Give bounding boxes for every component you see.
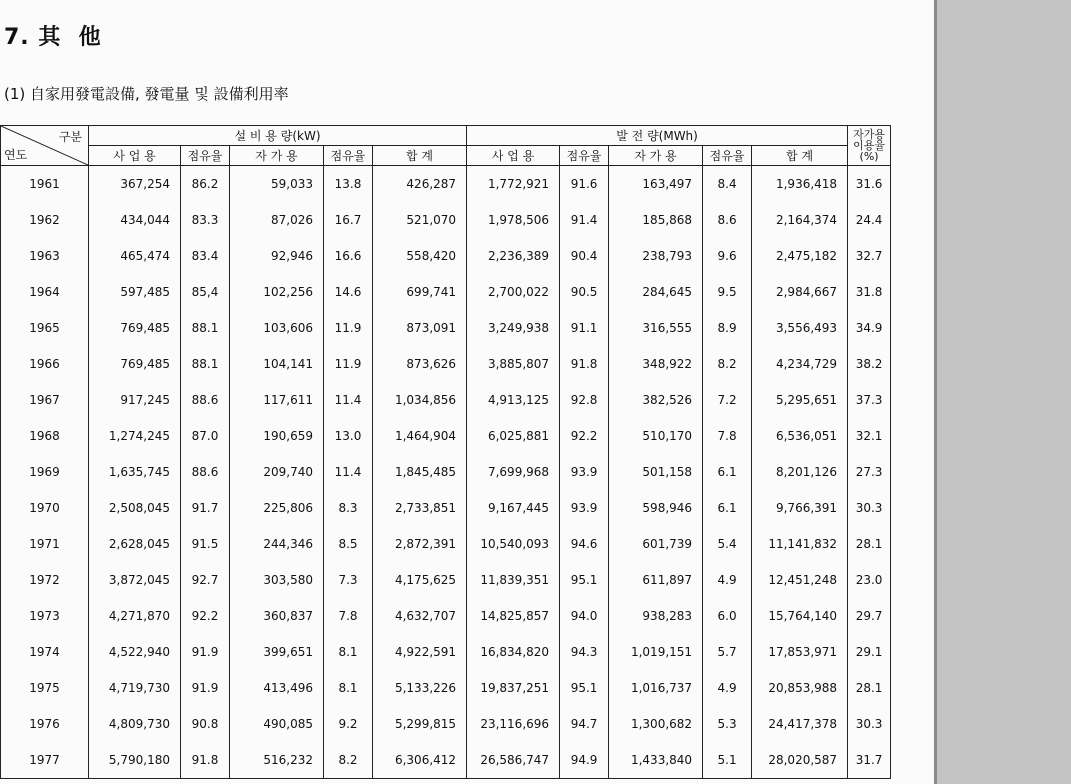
table-cell: 10,540,093 — [467, 526, 560, 562]
table-cell: 434,044 — [89, 202, 181, 238]
section-title: 7. 其 他 — [4, 25, 102, 50]
table-cell: 83.4 — [181, 238, 230, 274]
table-cell: 102,256 — [230, 274, 324, 310]
table-cell: 1,978,506 — [467, 202, 560, 238]
table-cell: 86.2 — [181, 166, 230, 203]
table-cell: 426,287 — [373, 166, 467, 203]
utilization-header — [848, 126, 891, 166]
year-cell: 1976 — [1, 706, 89, 742]
table-cell: 32.7 — [848, 238, 891, 274]
table-cell: 30.3 — [848, 490, 891, 526]
table-cell: 87.0 — [181, 418, 230, 454]
table-cell: 9,167,445 — [467, 490, 560, 526]
table-cell: 348,922 — [609, 346, 703, 382]
table-cell: 24,417,378 — [752, 706, 848, 742]
table-cell: 769,485 — [89, 346, 181, 382]
table-cell: 7.3 — [324, 562, 373, 598]
table-cell: 316,555 — [609, 310, 703, 346]
capacity-group-header: 설 비 용 량(kW) — [89, 126, 467, 146]
table-cell: 37.3 — [848, 382, 891, 418]
utilization-line-1: 자가용 — [853, 128, 885, 141]
table-row — [1, 346, 891, 382]
table-cell: 225,806 — [230, 490, 324, 526]
year-cell: 1964 — [1, 274, 89, 310]
table-cell: 163,497 — [609, 166, 703, 203]
year-cell: 1969 — [1, 454, 89, 490]
table-cell: 9,766,391 — [752, 490, 848, 526]
table-cell: 17,853,971 — [752, 634, 848, 670]
table-cell: 4,175,625 — [373, 562, 467, 598]
table-cell: 92.2 — [181, 598, 230, 634]
year-cell: 1977 — [1, 742, 89, 779]
table-cell: 8.3 — [324, 490, 373, 526]
year-cell: 1967 — [1, 382, 89, 418]
table-cell: 238,793 — [609, 238, 703, 274]
table-cell: 4.9 — [703, 562, 752, 598]
table-cell: 5,790,180 — [89, 742, 181, 779]
table-cell: 521,070 — [373, 202, 467, 238]
table-row — [1, 490, 891, 526]
table-cell: 91.8 — [560, 346, 609, 382]
table-cell: 1,635,745 — [89, 454, 181, 490]
table-row — [1, 706, 891, 742]
table-cell: 598,946 — [609, 490, 703, 526]
table-cell: 95.1 — [560, 562, 609, 598]
table-cell: 94.7 — [560, 706, 609, 742]
table-cell: 16.6 — [324, 238, 373, 274]
col-header-capacity-total: 합 계 — [373, 146, 467, 166]
col-header-business-gen-share: 점유율 — [560, 146, 609, 166]
table-cell: 94.3 — [560, 634, 609, 670]
table-cell: 4.9 — [703, 670, 752, 706]
table-row — [1, 526, 891, 562]
table-cell: 1,845,485 — [373, 454, 467, 490]
table-cell: 91.5 — [181, 526, 230, 562]
year-cell: 1968 — [1, 418, 89, 454]
table-cell: 490,085 — [230, 706, 324, 742]
table-cell: 5,133,226 — [373, 670, 467, 706]
table-cell: 1,772,921 — [467, 166, 560, 203]
year-cell: 1970 — [1, 490, 89, 526]
table-cell: 3,872,045 — [89, 562, 181, 598]
table-row — [1, 634, 891, 670]
table-row — [1, 742, 891, 779]
table-cell: 15,764,140 — [752, 598, 848, 634]
year-cell: 1974 — [1, 634, 89, 670]
table-cell: 3,249,938 — [467, 310, 560, 346]
table-cell: 4,913,125 — [467, 382, 560, 418]
table-cell: 6,306,412 — [373, 742, 467, 779]
table-cell: 28,020,587 — [752, 742, 848, 779]
table-cell: 103,606 — [230, 310, 324, 346]
table-cell: 117,611 — [230, 382, 324, 418]
table-cell: 24.4 — [848, 202, 891, 238]
table-cell: 83.3 — [181, 202, 230, 238]
corner-label-category: 구분 — [58, 130, 82, 144]
table-cell: 38.2 — [848, 346, 891, 382]
table-cell: 558,420 — [373, 238, 467, 274]
table-row — [1, 418, 891, 454]
table-cell: 2,236,389 — [467, 238, 560, 274]
table-cell: 28.1 — [848, 526, 891, 562]
table-row — [1, 382, 891, 418]
table-cell: 1,936,418 — [752, 166, 848, 203]
col-header-private-share: 점유율 — [324, 146, 373, 166]
table-cell: 11,839,351 — [467, 562, 560, 598]
table-cell: 85,4 — [181, 274, 230, 310]
table-cell: 94.6 — [560, 526, 609, 562]
year-cell: 1965 — [1, 310, 89, 346]
table-cell: 90.4 — [560, 238, 609, 274]
table-cell: 30.3 — [848, 706, 891, 742]
table-cell: 699,741 — [373, 274, 467, 310]
table-cell: 29.1 — [848, 634, 891, 670]
table-cell: 26,586,747 — [467, 742, 560, 779]
table-cell: 413,496 — [230, 670, 324, 706]
table-cell: 1,274,245 — [89, 418, 181, 454]
table-cell: 88.1 — [181, 310, 230, 346]
table-cell: 8.1 — [324, 670, 373, 706]
table-cell: 93.9 — [560, 454, 609, 490]
table-cell: 92.7 — [181, 562, 230, 598]
table-cell: 90.8 — [181, 706, 230, 742]
table-cell: 303,580 — [230, 562, 324, 598]
table-row — [1, 166, 891, 203]
table-cell: 938,283 — [609, 598, 703, 634]
table-cell: 11.4 — [324, 382, 373, 418]
table-cell: 29.7 — [848, 598, 891, 634]
table-cell: 88.6 — [181, 382, 230, 418]
col-header-generation-total: 합 계 — [752, 146, 848, 166]
table-cell: 8,201,126 — [752, 454, 848, 490]
table-cell: 2,700,022 — [467, 274, 560, 310]
table-cell: 6.1 — [703, 454, 752, 490]
year-cell: 1973 — [1, 598, 89, 634]
year-cell: 1961 — [1, 166, 89, 203]
table-cell: 91.1 — [560, 310, 609, 346]
table-cell: 6,025,881 — [467, 418, 560, 454]
year-cell: 1962 — [1, 202, 89, 238]
table-cell: 6,536,051 — [752, 418, 848, 454]
year-cell: 1971 — [1, 526, 89, 562]
table-cell: 611,897 — [609, 562, 703, 598]
table-cell: 1,300,682 — [609, 706, 703, 742]
corner-label-year: 연도 — [4, 148, 28, 162]
table-cell: 4,234,729 — [752, 346, 848, 382]
table-cell: 7.2 — [703, 382, 752, 418]
table-cell: 382,526 — [609, 382, 703, 418]
table-cell: 8.2 — [324, 742, 373, 779]
table-cell: 92.8 — [560, 382, 609, 418]
table-cell: 31.8 — [848, 274, 891, 310]
table-cell: 5.1 — [703, 742, 752, 779]
table-cell: 5,295,651 — [752, 382, 848, 418]
table-cell: 2,733,851 — [373, 490, 467, 526]
table-cell: 244,346 — [230, 526, 324, 562]
table-cell: 360,837 — [230, 598, 324, 634]
table-row — [1, 598, 891, 634]
table-cell: 23.0 — [848, 562, 891, 598]
table-cell: 1,464,904 — [373, 418, 467, 454]
table-cell: 597,485 — [89, 274, 181, 310]
table-row — [1, 310, 891, 346]
table-cell: 14,825,857 — [467, 598, 560, 634]
table-cell: 5.4 — [703, 526, 752, 562]
table-cell: 91.4 — [560, 202, 609, 238]
col-header-private-capacity: 자 가 용 — [230, 146, 324, 166]
col-header-business-generation: 사 업 용 — [467, 146, 560, 166]
table-cell: 3,556,493 — [752, 310, 848, 346]
viewer-side-panel — [937, 0, 1071, 784]
table-cell: 1,034,856 — [373, 382, 467, 418]
table-cell: 32.1 — [848, 418, 891, 454]
col-header-private-generation: 자 가 용 — [609, 146, 703, 166]
table-cell: 31.6 — [848, 166, 891, 203]
col-header-private-gen-share: 점유율 — [703, 146, 752, 166]
table-cell: 8.9 — [703, 310, 752, 346]
table-cell: 6.1 — [703, 490, 752, 526]
col-header-business-capacity: 사 업 용 — [89, 146, 181, 166]
table-cell: 34.9 — [848, 310, 891, 346]
table-cell: 465,474 — [89, 238, 181, 274]
table-cell: 104,141 — [230, 346, 324, 382]
table-cell: 873,091 — [373, 310, 467, 346]
table-cell: 12,451,248 — [752, 562, 848, 598]
table-cell: 8.1 — [324, 634, 373, 670]
table-cell: 5,299,815 — [373, 706, 467, 742]
table-cell: 87,026 — [230, 202, 324, 238]
table-cell: 7.8 — [703, 418, 752, 454]
year-cell: 1972 — [1, 562, 89, 598]
table-cell: 510,170 — [609, 418, 703, 454]
table-body — [1, 166, 891, 779]
table-cell: 92,946 — [230, 238, 324, 274]
table-cell: 501,158 — [609, 454, 703, 490]
table-cell: 4,719,730 — [89, 670, 181, 706]
table-cell: 1,433,840 — [609, 742, 703, 779]
generation-group-header: 발 전 량(MWh) — [467, 126, 848, 146]
table-row — [1, 202, 891, 238]
table-cell: 88.1 — [181, 346, 230, 382]
year-cell: 1963 — [1, 238, 89, 274]
table-cell: 92.2 — [560, 418, 609, 454]
table-cell: 11.4 — [324, 454, 373, 490]
table-row — [1, 562, 891, 598]
table-cell: 4,522,940 — [89, 634, 181, 670]
table-cell: 601,739 — [609, 526, 703, 562]
table-cell: 367,254 — [89, 166, 181, 203]
table-cell: 9.6 — [703, 238, 752, 274]
table-cell: 19,837,251 — [467, 670, 560, 706]
table-cell: 2,984,667 — [752, 274, 848, 310]
table-cell: 14.6 — [324, 274, 373, 310]
table-cell: 2,164,374 — [752, 202, 848, 238]
table-cell: 91.8 — [181, 742, 230, 779]
table-cell: 4,922,591 — [373, 634, 467, 670]
table-cell: 8.6 — [703, 202, 752, 238]
table-cell: 9.2 — [324, 706, 373, 742]
table-cell: 11.9 — [324, 346, 373, 382]
table-cell: 3,885,807 — [467, 346, 560, 382]
table-cell: 11,141,832 — [752, 526, 848, 562]
corner-header-cell — [1, 126, 89, 166]
table-row — [1, 238, 891, 274]
table-cell: 4,809,730 — [89, 706, 181, 742]
table-cell: 1,016,737 — [609, 670, 703, 706]
table-cell: 88.6 — [181, 454, 230, 490]
table-cell: 8.4 — [703, 166, 752, 203]
table-cell: 13.0 — [324, 418, 373, 454]
table-cell: 91.7 — [181, 490, 230, 526]
table-cell: 917,245 — [89, 382, 181, 418]
table-cell: 190,659 — [230, 418, 324, 454]
table-cell: 90.5 — [560, 274, 609, 310]
table-row — [1, 274, 891, 310]
table-cell: 2,475,182 — [752, 238, 848, 274]
table-cell: 7.8 — [324, 598, 373, 634]
col-header-business-share: 점유율 — [181, 146, 230, 166]
table-cell: 93.9 — [560, 490, 609, 526]
table-cell: 28.1 — [848, 670, 891, 706]
table-cell: 91.9 — [181, 634, 230, 670]
table-cell: 516,232 — [230, 742, 324, 779]
table-cell: 185,868 — [609, 202, 703, 238]
table-row — [1, 454, 891, 490]
table-cell: 284,645 — [609, 274, 703, 310]
table-cell: 2,872,391 — [373, 526, 467, 562]
table-cell: 95.1 — [560, 670, 609, 706]
table-cell: 91.9 — [181, 670, 230, 706]
utilization-line-2: 이용율 — [853, 139, 885, 152]
table-cell: 31.7 — [848, 742, 891, 779]
table-cell: 2,628,045 — [89, 526, 181, 562]
table-cell: 91.6 — [560, 166, 609, 203]
table-subtitle: (1) 自家用發電設備, 發電量 및 設備利用率 — [4, 85, 289, 103]
table-cell: 5.3 — [703, 706, 752, 742]
table-cell: 16.7 — [324, 202, 373, 238]
table-cell: 20,853,988 — [752, 670, 848, 706]
table-cell: 873,626 — [373, 346, 467, 382]
table-cell: 769,485 — [89, 310, 181, 346]
table-cell: 11.9 — [324, 310, 373, 346]
table-cell: 5.7 — [703, 634, 752, 670]
table-row — [1, 670, 891, 706]
year-cell: 1966 — [1, 346, 89, 382]
table-cell: 209,740 — [230, 454, 324, 490]
table-cell: 4,271,870 — [89, 598, 181, 634]
table-cell: 8.5 — [324, 526, 373, 562]
table-cell: 399,651 — [230, 634, 324, 670]
table-cell: 6.0 — [703, 598, 752, 634]
table-cell: 16,834,820 — [467, 634, 560, 670]
table-cell: 23,116,696 — [467, 706, 560, 742]
year-cell: 1975 — [1, 670, 89, 706]
table-cell: 4,632,707 — [373, 598, 467, 634]
table-cell: 59,033 — [230, 166, 324, 203]
table-cell: 94.0 — [560, 598, 609, 634]
table-cell: 27.3 — [848, 454, 891, 490]
table-cell: 13.8 — [324, 166, 373, 203]
table-cell: 8.2 — [703, 346, 752, 382]
table-cell: 1,019,151 — [609, 634, 703, 670]
table-cell: 2,508,045 — [89, 490, 181, 526]
table-cell: 7,699,968 — [467, 454, 560, 490]
statistics-table — [0, 125, 891, 779]
table-cell: 9.5 — [703, 274, 752, 310]
utilization-line-3: (%) — [859, 150, 879, 163]
table-cell: 94.9 — [560, 742, 609, 779]
